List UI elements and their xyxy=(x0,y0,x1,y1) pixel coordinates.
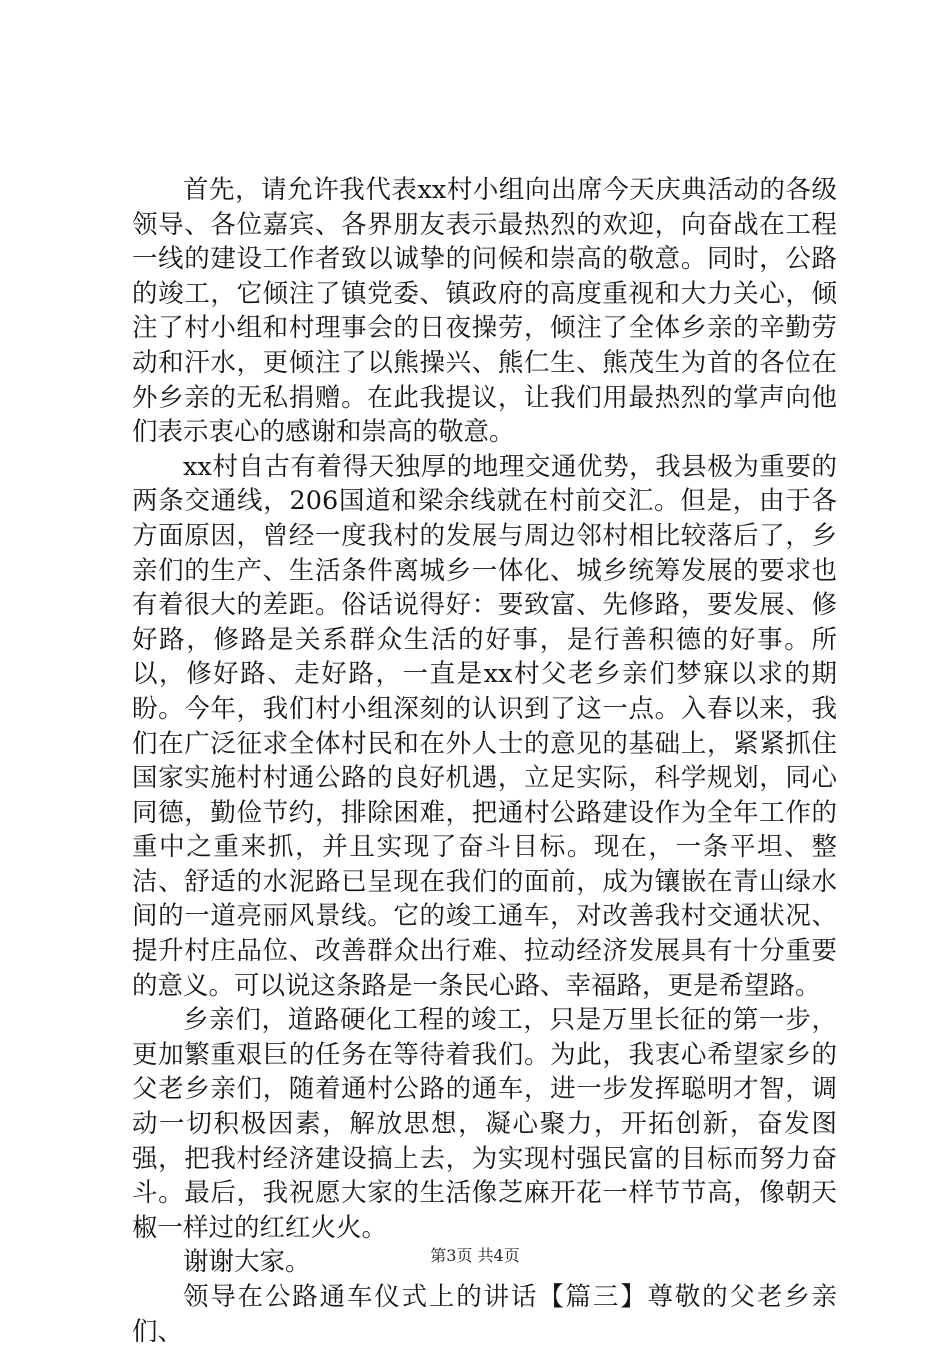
paragraph-welcome: 首先，请允许我代表xx村小组向出席今天庆典活动的各级领导、各位嘉宾、各界朋友表示最热烈的欢迎，向奋战在工程一线的建设工作者致以诚挚的问候和崇高的敬意。同时，公路的竣工，它倾注了镇党委、镇政府的高度重视和大力关心，倾注了村小组和村理事会的日夜操劳，倾注了全体乡亲的辛勤劳动和汗水，更倾注了以熊操兴、熊仁生、熊茂生为首的各位在外乡亲的无私捐赠。在此我提议，让我们用最热烈的掌声向他们表示衷心的感谢和崇高的敬意。 xyxy=(132,175,837,448)
paragraph-next-speech: 领导在公路通车仪式上的讲话【篇三】尊敬的父老乡亲们、 xyxy=(132,1282,837,1347)
paragraph-traffic-history: xx村自古有着得天独厚的地理交通优势，我县极为重要的两条交通线，206国道和梁余线就在村前交汇。但是，由于各方面原因，曾经一度我村的发展与周边邻村相比较落后了，乡亲们的生产、生活条件离城乡一体化、城乡统筹发展的要求也有着很大的差距。俗话说得好：要致富、先修路，要发展、修好路，修路是关系群众生活的好事，是行善积德的好事。所以，修好路、走好路，一直是xx村父老乡亲们梦寐以求的期盼。今年，我们村小组深刻的认识到了这一点。入春以来，我们在广泛征求全体村民和在外人士的意见的基础上，紧紧抓住国家实施村村通公路的良好机遇，立足实际，科学规划，同心同德，勤俭节约，排除困难，把通村公路建设作为全年工作的重中之重来抓，并且实现了奋斗目标。现在，一条平坦、整洁、舒适的水泥路已呈现在我们的面前，成为镶嵌在青山绿水间的一道亮丽风景线。它的竣工通车，对改善我村交通状况、提升村庄品位、改善群众出行难、拉动经济发展具有十分重要的意义。可以说这条路是一条民心路、幸福路，更是希望路。 xyxy=(132,451,837,1001)
document-body xyxy=(132,173,837,1349)
page-number-footer: 第3页 共4页 xyxy=(430,1246,520,1265)
paragraph-future-hopes: 乡亲们，道路硬化工程的竣工，只是万里长征的第一步，更加繁重艰巨的任务在等待着我们。为此，我衷心希望家乡的父老乡亲们，随着通村公路的通车，进一步发挥聪明才智，调动一切积极因素，解放思想，凝心聚力，开拓创新，奋发图强，把我村经济建设搞上去，为实现村强民富的目标而努力奋斗。最后，我祝愿大家的生活像芝麻开花一样节节高，像朝天椒一样过的红红火火。 xyxy=(132,1005,837,1243)
paragraph-thanks: 谢谢大家。 xyxy=(183,1247,311,1278)
